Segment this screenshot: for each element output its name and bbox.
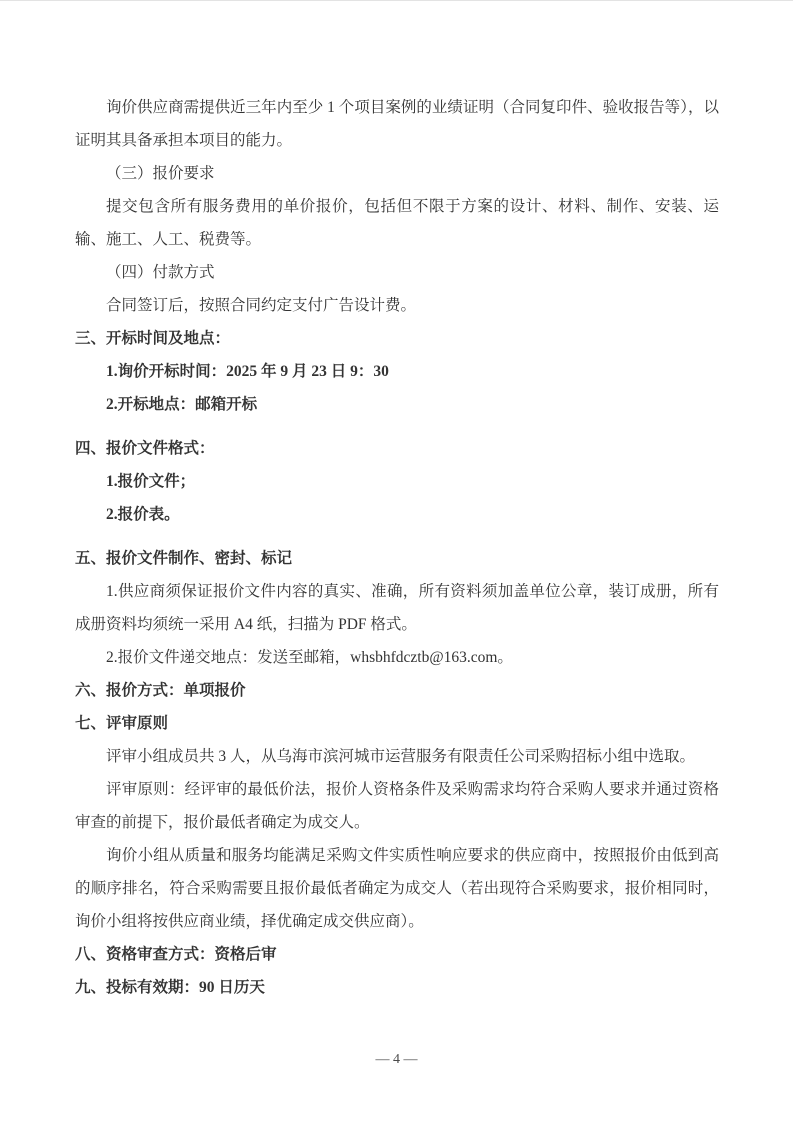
section-heading: 九、投标有效期：90 日历天: [75, 979, 265, 996]
paragraph: 评审小组成员共 3 人，从乌海市滨河城市运营服务有限责任公司采购招标小组中选取。: [106, 748, 696, 765]
paragraph: （三）报价要求: [106, 165, 215, 182]
paragraph: 1.供应商须保证报价文件内容的真实、准确，所有资料须加盖单位公章，装订成册，所有成册资料均须统一采用 A4 纸，扫描为 PDF 格式。: [75, 583, 719, 633]
section-heading: 四、报价文件格式：: [75, 440, 215, 457]
page-number: — 4 —: [375, 1052, 418, 1067]
paragraph: 2.开标地点：邮箱开标: [106, 396, 258, 413]
paragraph: 合同签订后，按照合同约定支付广告设计费。: [106, 297, 417, 314]
paragraph: 2.报价文件递交地点：发送至邮箱，whsbhfdcztb@163.com。: [106, 649, 513, 666]
paragraph: 询价小组从质量和服务均能满足采购文件实质性响应要求的供应商中，按照报价由低到高的顺序排名，符合采购需要且报价最低者确定为成交人（若出现符合采购要求，报价相同时，询价小组将按供应商业绩，择优确定成交供应商）。: [75, 847, 719, 930]
section-heading: 三、开标时间及地点：: [75, 330, 231, 347]
paragraph: 2.报价表。: [106, 506, 180, 523]
section-heading: 八、资格审查方式：资格后审: [75, 946, 277, 963]
section-heading: 七、评审原则: [75, 715, 169, 732]
section-heading: 六、报价方式：单项报价: [75, 682, 246, 699]
paragraph: 1.询价开标时间：2025 年 9 月 23 日 9：30: [106, 363, 389, 380]
paragraph: 提交包含所有服务费用的单价报价，包括但不限于方案的设计、材料、制作、安装、运输、施工、人工、税费等。: [75, 198, 719, 248]
paragraph: 询价供应商需提供近三年内至少 1 个项目案例的业绩证明（合同复印件、验收报告等），以证明其具备承担本项目的能力。: [75, 99, 719, 149]
paragraph: 评审原则：经评审的最低价法，报价人资格条件及采购需求均符合采购人要求并通过资格审查的前提下，报价最低者确定为成交人。: [75, 781, 719, 831]
document-content: [75, 91, 719, 1004]
section-heading: 五、报价文件制作、密封、标记: [75, 550, 293, 567]
paragraph: 1.报价文件；: [106, 473, 196, 490]
paragraph: （四）付款方式: [106, 264, 215, 281]
